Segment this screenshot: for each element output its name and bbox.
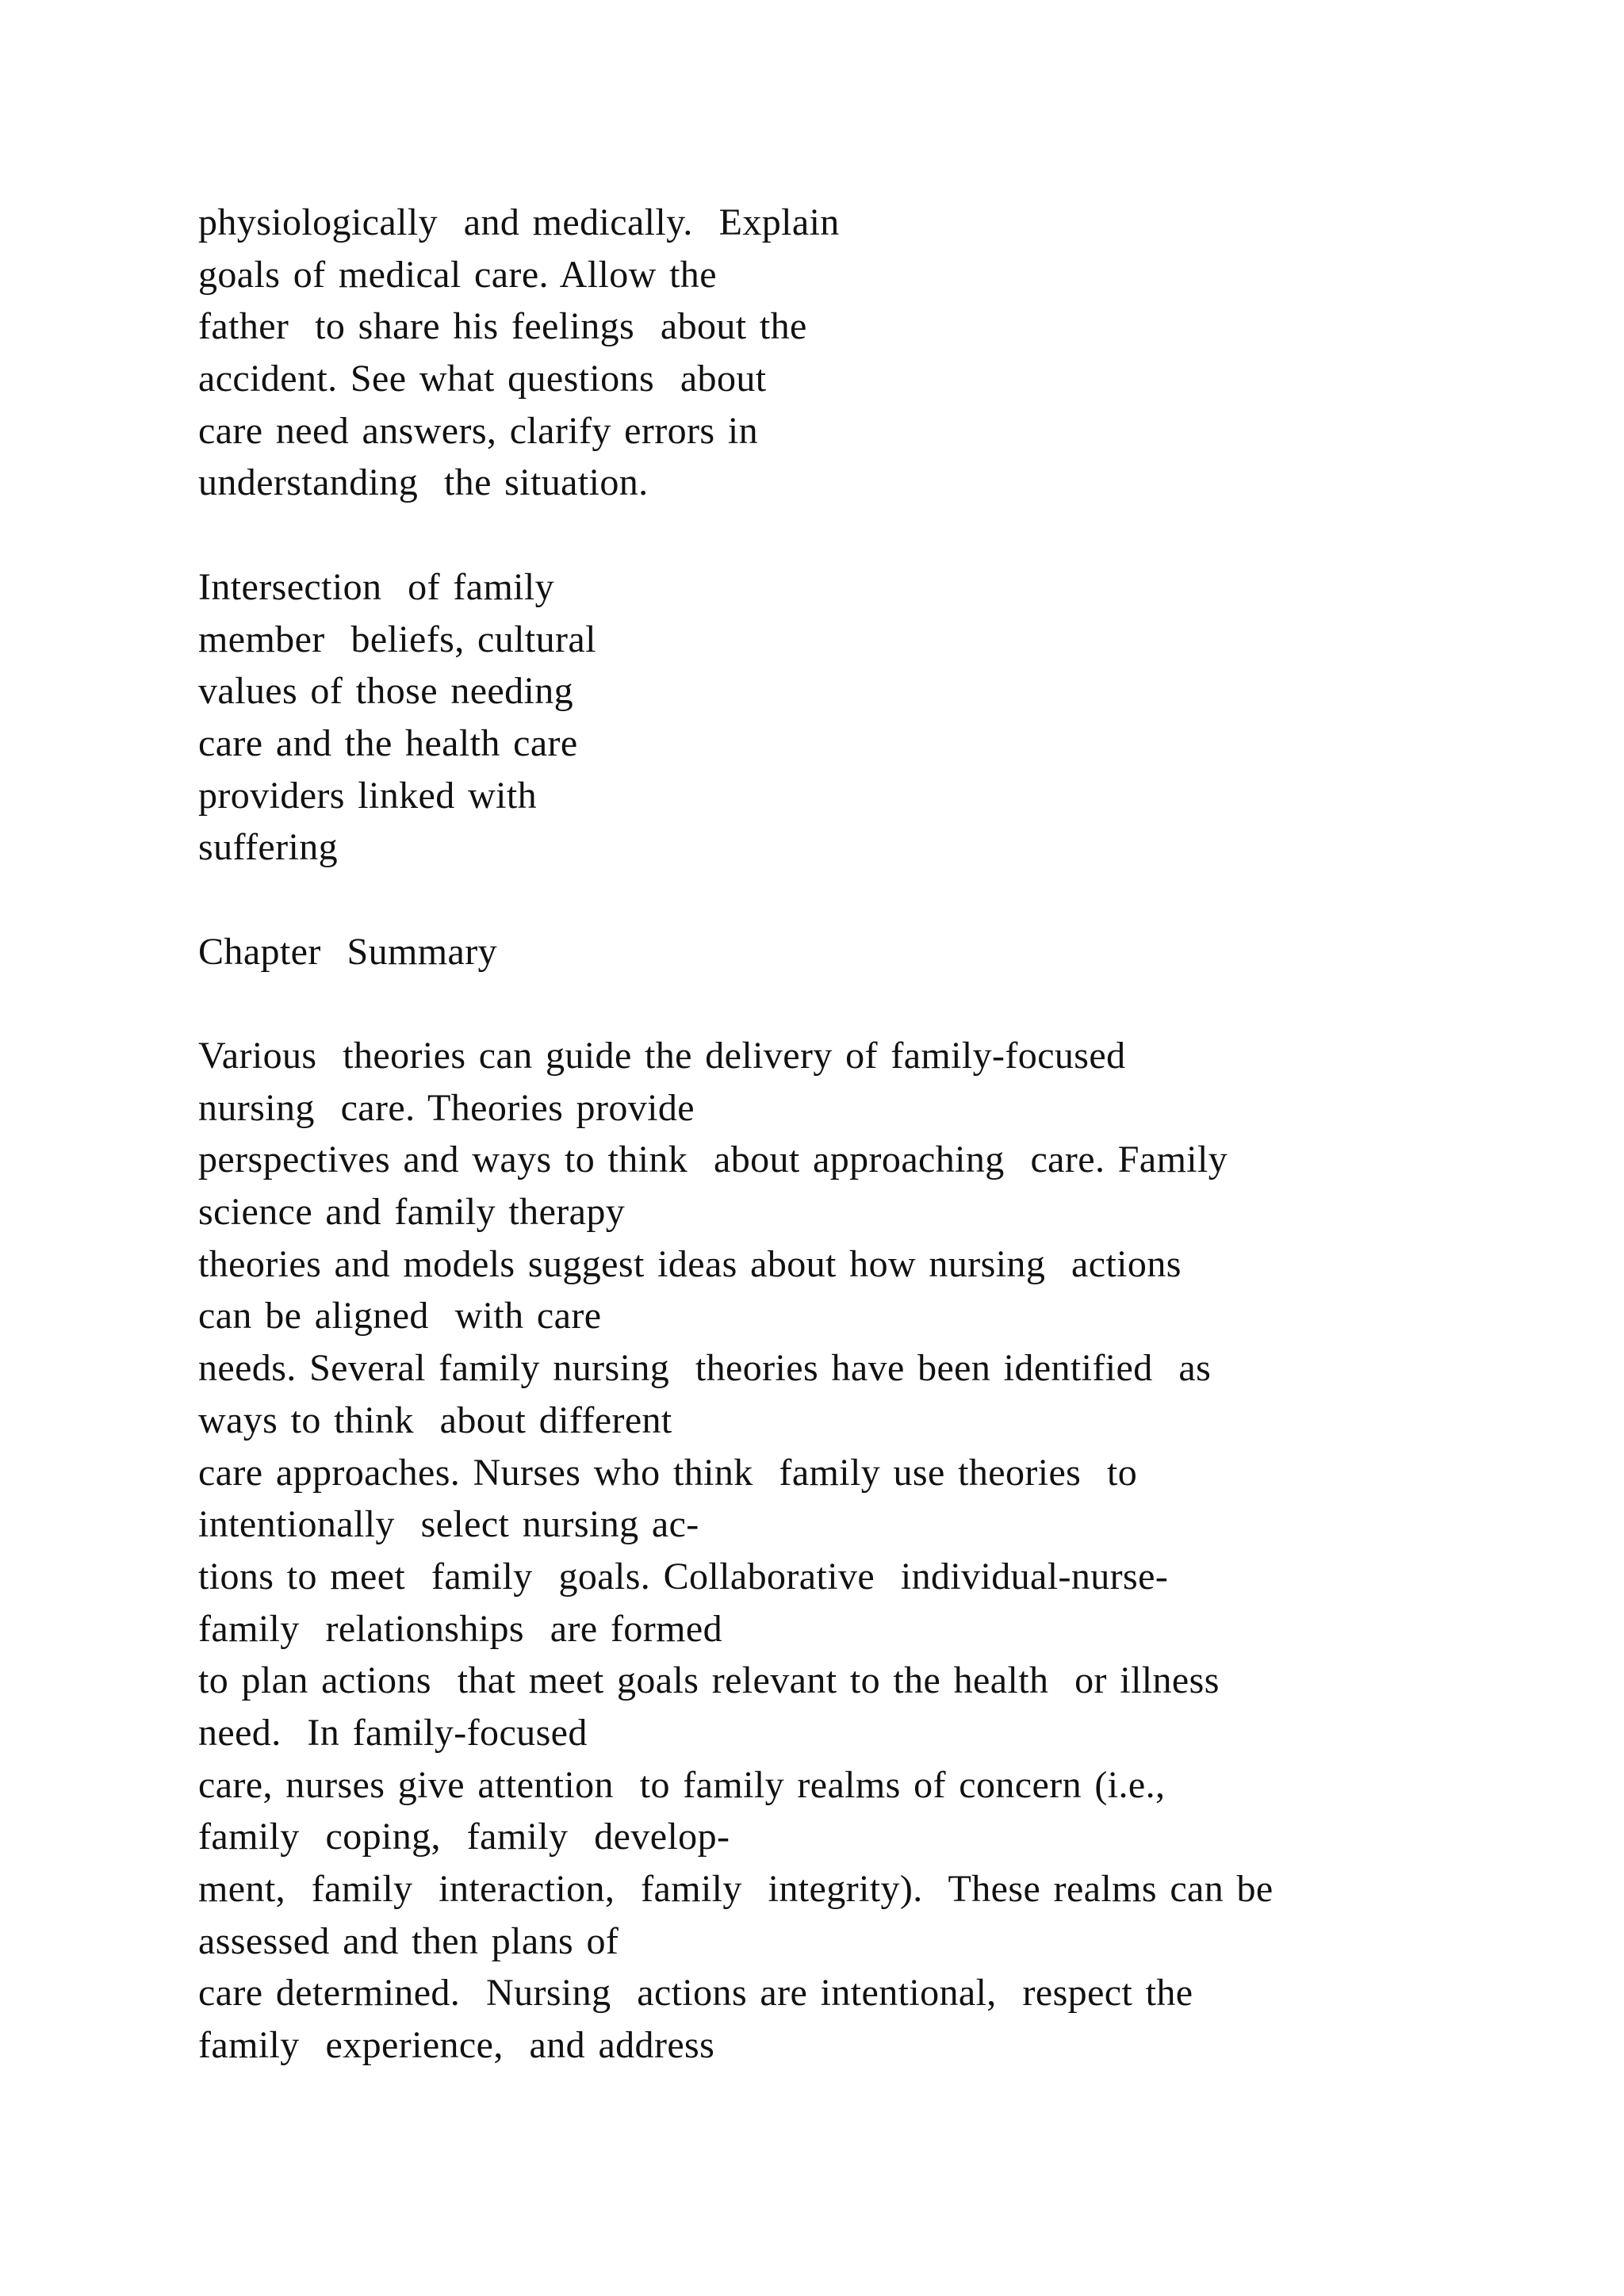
text-line: assessed and then plans of [198, 1919, 619, 1962]
text-line: family coping, family develop- [198, 1816, 730, 1858]
text-line: goals of medical care. Allow the [198, 253, 717, 296]
text-line: care need answers, clarify errors in [198, 409, 759, 452]
text-line: needs. Several family nursing theories have been identified as [198, 1347, 1212, 1390]
text-line: ment, family interaction, family integrity). These realms can be [198, 1868, 1274, 1910]
text-line: family relationships are formed [198, 1607, 722, 1650]
text-line: family experience, and address [198, 2024, 715, 2067]
text-line: physiologically and medically. Explain [198, 201, 840, 243]
paragraph-chapter-summary [198, 1030, 1499, 2072]
text-line: ways to think about different [198, 1399, 672, 1441]
text-line: care and the health care [198, 721, 578, 764]
paragraph-spacer [198, 874, 1499, 926]
text-line: care, nurses give attention to family realms of concern (i.e., [198, 1763, 1166, 1806]
text-line: tions to meet family goals. Collaborative individual-nurse- [198, 1555, 1169, 1598]
text-line: intentionally select nursing ac- [198, 1503, 699, 1546]
paragraph-spacer [198, 978, 1499, 1030]
text-line: care determined. Nursing actions are intentional, respect the [198, 1972, 1193, 2015]
paragraph-spacer [198, 509, 1499, 561]
text-line: member beliefs, cultural [198, 618, 596, 660]
text-line: science and family therapy [198, 1191, 626, 1234]
text-line: Various theories can guide the delivery of family-focused [198, 1035, 1126, 1077]
text-line: Intersection of family [198, 565, 555, 608]
text-line: can be aligned with care [198, 1295, 602, 1337]
text-line: father to share his feelings about the [198, 305, 807, 348]
paragraph-intersection [198, 561, 1499, 874]
text-line: need. In family-focused [198, 1711, 588, 1754]
text-line: nursing care. Theories provide [198, 1086, 695, 1129]
paragraph-care-goals [198, 197, 1499, 509]
text-line: care approaches. Nurses who think family use theories to [198, 1451, 1138, 1494]
text-line: accident. See what questions about [198, 358, 767, 400]
text-line: to plan actions that meet goals relevant to the health or illness [198, 1659, 1220, 1702]
document-body [198, 197, 1499, 2072]
text-line: understanding the situation. [198, 461, 649, 504]
text-line: perspectives and ways to think about approaching care. Family [198, 1138, 1228, 1181]
text-line: theories and models suggest ideas about how nursing actions [198, 1242, 1182, 1285]
text-line: suffering [198, 826, 339, 869]
text-line: providers linked with [198, 774, 538, 817]
text-line: values of those needing [198, 670, 574, 713]
section-heading: Chapter Summary [198, 930, 498, 973]
